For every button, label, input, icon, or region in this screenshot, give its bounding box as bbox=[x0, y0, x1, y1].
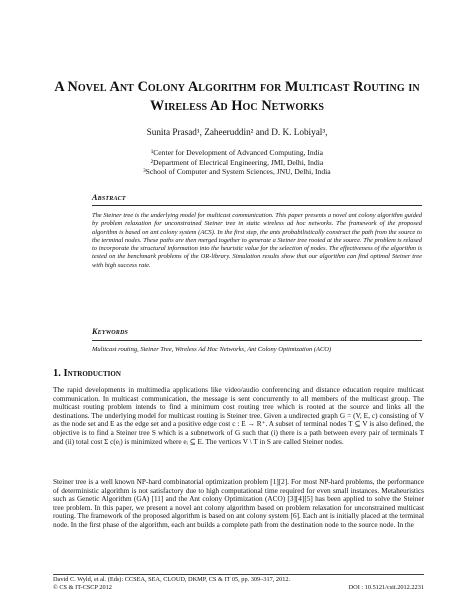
footer-rule bbox=[53, 574, 424, 575]
intro-paragraph-2: Steiner tree is a well known NP-hard combinatorial optimization problem [1][2]. For most NP-hard problems, the performance of deterministic algorithm is not satisfactory due to high computational time required for even small instances. Metaheuristics such as Genetic Algorithm (GA) [11] and the Ant colony Optimization (ACO) [3][4][5] has been applied to solve the Steiner tree problem. In this paper, we present a novel ant colony algorithm based on problem relaxation for unconstrained multicast routing. The framework of the proposed algorithm is based on ant colony system [6]. Each ant is initially placed at the terminal node. In the first phase of the algorithm, each ant builds a complete path from the destination node to the source node. In the bbox=[53, 478, 424, 529]
abstract-rule bbox=[92, 205, 422, 206]
abstract-heading: Abstract bbox=[92, 193, 126, 202]
affiliation-2: ²Department of Electrical Engineering, JMI, Delhi, India bbox=[150, 157, 324, 167]
author-line: Sunita Prasad¹, Zaheeruddin² and D. K. Lobiyal³, bbox=[146, 127, 328, 137]
affiliation-3: ³School of Computer and System Sciences, JNU, Delhi, India bbox=[143, 167, 331, 177]
keywords-heading: Keywords bbox=[92, 327, 129, 336]
footer-citation-line-1: David C. Wyld, et al. (Eds): CCSEA, SEA, CLOUD, DKMP, CS & IT 05, pp. 309–317, 2012. bbox=[53, 576, 291, 583]
footer-copyright: © CS & IT-CSCP 2012 bbox=[53, 584, 112, 592]
intro-paragraph-1: The rapid developments in multimedia applications like video/audio conferencing and distance education require multicast communication. In multicast communication, the message is sent concurrently to all members of the multicast group. The multicast routing problem intends to find a minimum cost routing tree which is rooted at the source and links all the destinations. The underlying model for multicast routing is Steiner tree. Given a undirected graph G = (V, E, c) consisting of V as the node set and E as the edge set and a positive edge cost c : E → R⁺. A subset of terminal nodes T ⊆ V is also defined, the objective is to find a Steiner tree S which is a subnetwork of G such that (i) there is a path between every pair of terminals T and (ii) total cost Σ c(eᵢ) is minimized where eᵢ ⊆ E. The vertices V \ T in S are called Steiner nodes. bbox=[53, 386, 424, 446]
keywords-body: Multicast routing, Steiner Tree, Wireless Ad Hoc Networks, Ant Colony Optimization (ACO) bbox=[92, 346, 332, 353]
footer-citation bbox=[53, 576, 290, 593]
footer-doi: DOI : 10.5121/csit.2012.2231 bbox=[348, 584, 424, 591]
paper-title: A Novel Ant Colony Algorithm for Multicast Routing in Wireless Ad Hoc Networks bbox=[54, 79, 420, 114]
introduction-heading: 1. Introduction bbox=[53, 368, 121, 379]
affiliation-1: ¹Center for Development of Advanced Computing, India bbox=[150, 148, 324, 157]
affiliations bbox=[40, 148, 434, 177]
keywords-rule bbox=[92, 340, 422, 341]
abstract-body: The Steiner tree is the underlying model for multicast communication. This paper presents a novel ant colony algorithm guided by problem relaxation for unconstrained Steiner tree in static wireless ad hoc networks. The framework of the proposed algorithm is based on ant colony system (ACS). In the first step, the ants probabilistically construct the path from the source to the terminal nodes. These paths are then merged together to generate a Steiner tree rooted at the source. The problem is relased to incorporate the structural information into the heuristic value for the selection of nodes. The effectiveness of the algorithm is tested on the benchmark problems of the OR-library. Simulation results show that our algorithm can find optimal Steiner tree with high success rate. bbox=[92, 212, 422, 269]
